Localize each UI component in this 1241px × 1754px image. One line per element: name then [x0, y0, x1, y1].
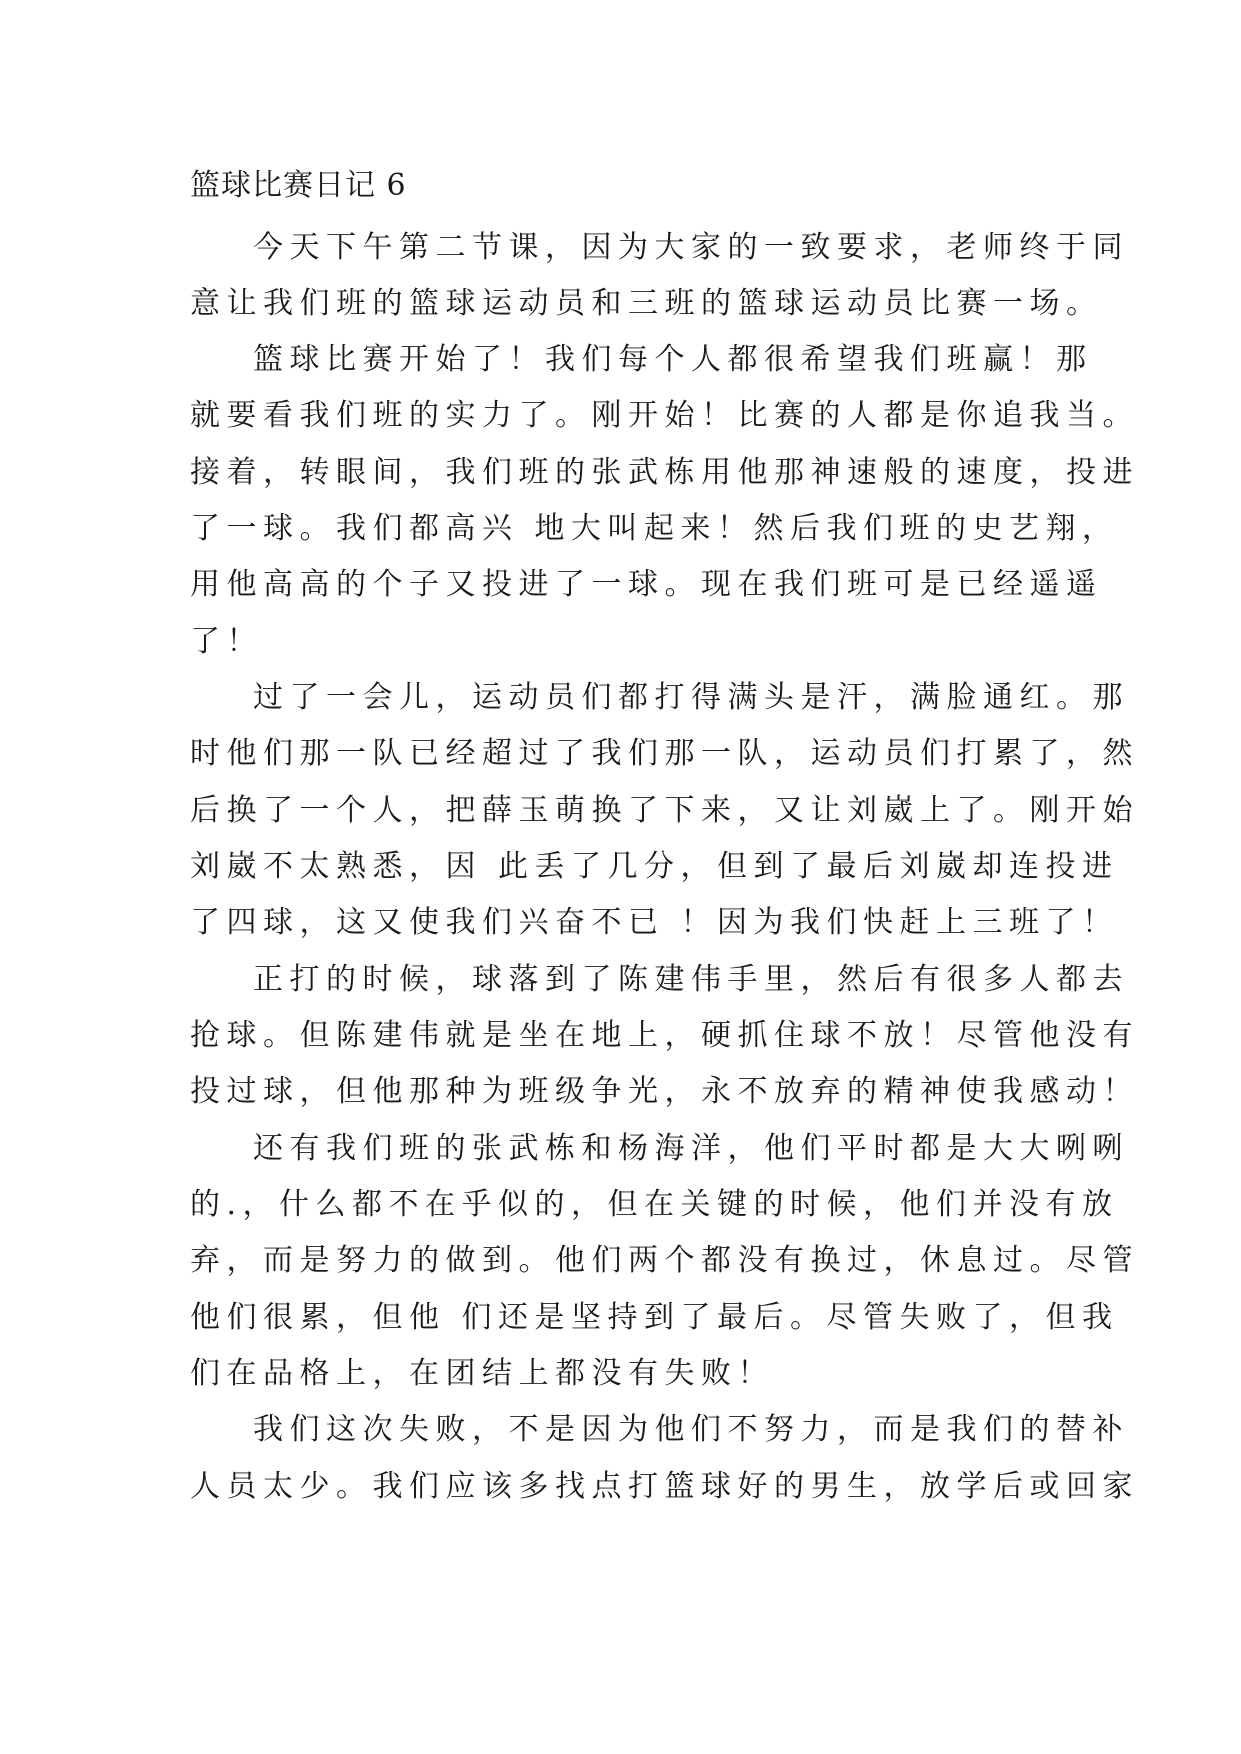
text-line: 了一球。我们都高兴 地大叫起来！然后我们班的史艺翔，: [190, 511, 1119, 546]
text-line: 正打的时候，球落到了陈建伟手里，然后有很多人都去: [253, 962, 1129, 997]
text-line: 们在品格上，在团结上都没有失败！: [190, 1356, 774, 1391]
text-line: 了四球，这又使我们兴奋不已 ！因为我们快赶上三班了！: [190, 905, 1119, 940]
text-line: 后换了一个人，把薛玉萌换了下来，又让刘崴上了。刚开始: [190, 793, 1139, 828]
text-line: 时他们那一队已经超过了我们那一队，运动员们打累了，然: [190, 736, 1139, 771]
text-line: 接着，转眼间，我们班的张武栋用他那神速般的速度，投进: [190, 455, 1139, 490]
text-line: 人员太少。我们应该多找点打篮球好的男生，放学后或回家: [190, 1469, 1139, 1504]
text-line: 就要看我们班的实力了。刚开始！比赛的人都是你追我当。: [190, 398, 1139, 433]
text-line: 篮球比赛开始了！我们每个人都很希望我们班赢！那: [253, 342, 1093, 377]
text-line: 过了一会儿，运动员们都打得满头是汗，满脸通红。那: [253, 680, 1129, 715]
text-line: 今天下午第二节课，因为大家的一致要求，老师终于同: [253, 230, 1129, 265]
text-line: 他们很累，但他 们还是坚持到了最后。尽管失败了，但我: [190, 1300, 1119, 1335]
text-line: 投过球，但他那种为班级争光，永不放弃的精神使我感动！: [190, 1074, 1139, 1109]
text-line: 还有我们班的张武栋和杨海洋，他们平时都是大大咧咧: [253, 1131, 1129, 1166]
text-line: 了！: [190, 624, 263, 659]
text-line: 刘崴不太熟悉，因 此丢了几分，但到了最后刘崴却连投进: [190, 849, 1119, 884]
text-line: 用他高高的个子又投进了一球。现在我们班可是已经遥遥: [190, 567, 1103, 602]
page-title: 篮球比赛日记 6: [190, 168, 407, 203]
text-line: 我们这次失败，不是因为他们不努力，而是我们的替补: [253, 1412, 1129, 1447]
text-line: 弃，而是努力的做到。他们两个都没有换过，休息过。尽管: [190, 1243, 1139, 1278]
text-line: 的.，什么都不在乎似的，但在关键的时候，他们并没有放: [190, 1187, 1119, 1222]
text-line: 意让我们班的篮球运动员和三班的篮球运动员比赛一场。: [190, 286, 1103, 321]
text-line: 抢球。但陈建伟就是坐在地上，硬抓住球不放！尽管他没有: [190, 1018, 1139, 1053]
